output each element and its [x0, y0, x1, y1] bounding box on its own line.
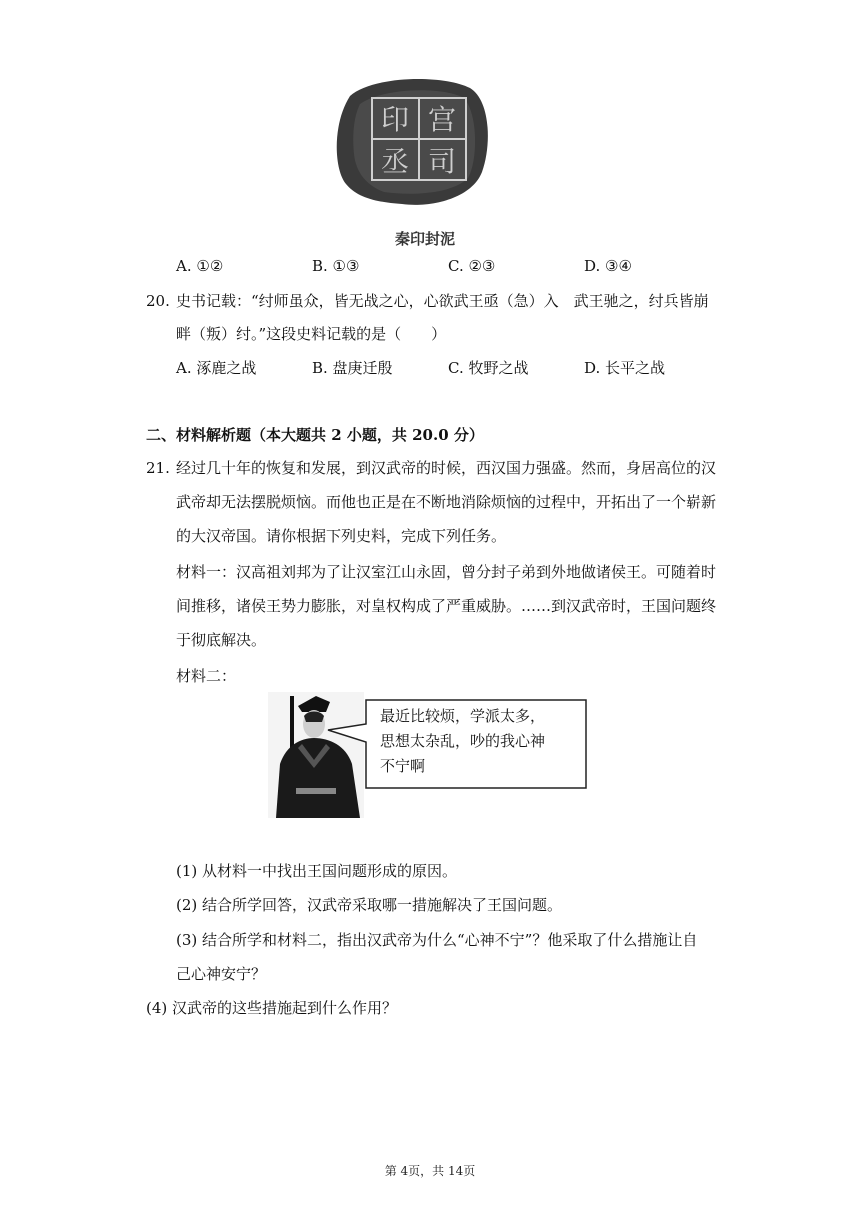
- option-a: A. ①②: [176, 257, 224, 275]
- seal-glyph: 丞: [380, 145, 410, 178]
- question-number: 21.: [146, 459, 170, 477]
- seal-glyph: 司: [427, 145, 457, 178]
- seal-glyph: 印: [380, 103, 410, 136]
- option-b: B. 盘庚迁殷: [312, 359, 393, 377]
- page-footer: 第 4页，共 14页: [384, 1164, 476, 1178]
- speech-bubble-text: 不宁啊: [380, 757, 426, 775]
- image-caption: 秦印封泥: [395, 230, 456, 248]
- question-text: 的大汉帝国。请你根据下列史料，完成下列任务。: [176, 527, 507, 545]
- material-text: 间推移，诸侯王势力膨胀，对皇权构成了严重威胁。……到汉武帝时，王国问题终: [176, 597, 717, 615]
- material-label: 材料二：: [176, 667, 237, 685]
- question-number: 20.: [146, 292, 170, 310]
- section-title: 二、材料解析题（本大题共 2 小题，共 20.0 分）: [146, 426, 484, 444]
- option-a: A. 涿鹿之战: [176, 359, 257, 377]
- question-text: 史书记载：“纣师虽众，皆无战之心，心欲武王亟（急）入 武王驰之，纣兵皆崩: [176, 292, 709, 310]
- question-text: 经过几十年的恢复和发展，到汉武帝的时候，西汉国力强盛。然而，身居高位的汉: [176, 459, 717, 477]
- option-d: D. ③④: [584, 257, 632, 275]
- speech-bubble-text: 最近比较烦，学派太多，: [380, 707, 546, 725]
- speech-bubble-text: 思想太杂乱，吵的我心神: [380, 732, 546, 750]
- material-text: 材料一：汉高祖刘邦为了让汉室江山永固，曾分封子弟到外地做诸侯王。可随着时: [176, 563, 717, 581]
- question-text: 畔（叛）纣。”这段史料记载的是（ ）: [176, 325, 447, 343]
- option-c: C. ②③: [448, 257, 496, 275]
- sub-question: (2) 结合所学回答，汉武帝采取哪一措施解决了王国问题。: [176, 896, 563, 914]
- sub-question: (4) 汉武帝的这些措施起到什么作用？: [146, 999, 398, 1017]
- seal-glyph: 宫: [427, 103, 457, 136]
- seal-image: [332, 74, 492, 210]
- emperor-cartoon: [268, 692, 588, 818]
- option-d: D. 长平之战: [584, 359, 666, 377]
- option-b: B. ①③: [312, 257, 360, 275]
- sub-question: (1) 从材料一中找出王国问题形成的原因。: [176, 862, 458, 880]
- sub-question: (3) 结合所学和材料二，指出汉武帝为什么“心神不宁”？他采取了什么措施让自: [176, 931, 698, 949]
- option-c: C. 牧野之战: [448, 359, 529, 377]
- question-text: 武帝却无法摆脱烦恼。而他也正是在不断地消除烦恼的过程中，开拓出了一个崭新: [176, 493, 717, 511]
- material-text: 于彻底解决。: [176, 631, 267, 649]
- sub-question: 己心神安宁？: [176, 965, 267, 983]
